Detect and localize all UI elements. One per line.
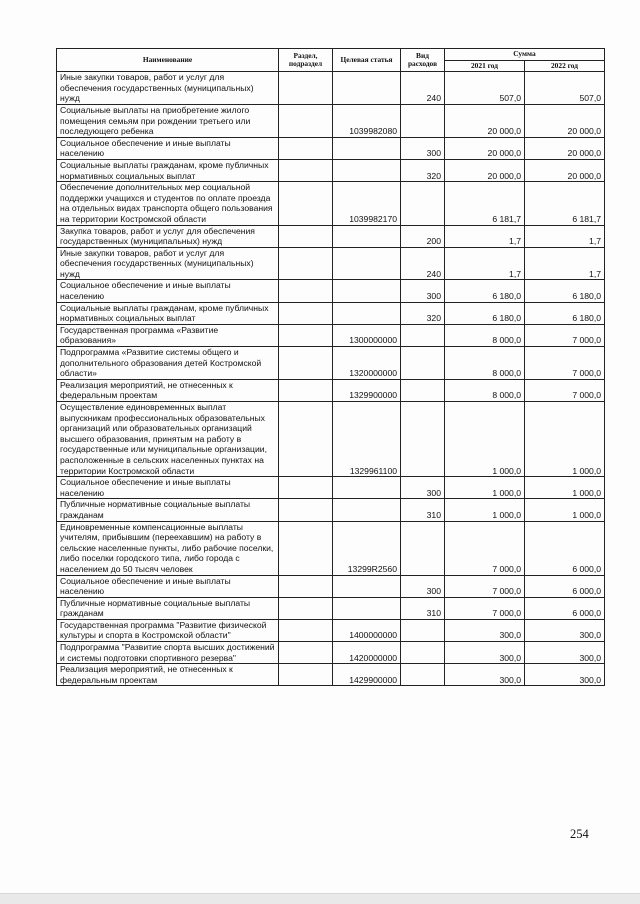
cell-name: Единовременные компенсационные выплаты учителям, прибывшим (переехавшим) на работу в сельские населенные пункты, либо рабочие поселки, либо поселки городского типа, либо города с населением до 50 тысяч человек (57, 521, 279, 575)
cell-2022: 6 000,0 (525, 521, 605, 575)
cell-2021: 1,7 (445, 247, 525, 280)
cell-target (333, 477, 401, 499)
table-row (57, 225, 605, 247)
cell-vid: 300 (401, 280, 445, 302)
cell-2021: 1,7 (445, 225, 525, 247)
cell-vid: 300 (401, 575, 445, 597)
cell-2021: 8 000,0 (445, 347, 525, 380)
cell-2022: 1 000,0 (525, 499, 605, 521)
cell-2021: 7 000,0 (445, 575, 525, 597)
cell-name: Закупка товаров, работ и услуг для обеспечения государственных (муниципальных) нужд (57, 225, 279, 247)
table-row (57, 499, 605, 521)
cell-razdel (279, 225, 333, 247)
cell-name: Государственная программа «Развитие образования» (57, 324, 279, 346)
cell-target (333, 159, 401, 181)
cell-2021: 300,0 (445, 619, 525, 641)
cell-razdel (279, 619, 333, 641)
cell-2021: 20 000,0 (445, 104, 525, 137)
cell-2022: 507,0 (525, 72, 605, 105)
cell-razdel (279, 379, 333, 401)
cell-2022: 7 000,0 (525, 324, 605, 346)
cell-vid: 240 (401, 247, 445, 280)
cell-2022: 300,0 (525, 664, 605, 686)
cell-vid (401, 664, 445, 686)
table-row (57, 247, 605, 280)
cell-2022: 20 000,0 (525, 104, 605, 137)
cell-2021: 7 000,0 (445, 597, 525, 619)
cell-target: 13299R2560 (333, 521, 401, 575)
cell-2022: 1,7 (525, 225, 605, 247)
cell-name: Социальное обеспечение и иные выплаты населению (57, 280, 279, 302)
cell-razdel (279, 72, 333, 105)
table-row (57, 104, 605, 137)
scan-bottom-edge (0, 893, 640, 904)
cell-name: Иные закупки товаров, работ и услуг для обеспечения государственных (муниципальных) нужд (57, 247, 279, 280)
cell-name: Иные закупки товаров, работ и услуг для обеспечения государственных (муниципальных) нужд (57, 72, 279, 105)
table-row (57, 575, 605, 597)
cell-vid (401, 402, 445, 477)
cell-name: Обеспечение дополнительных мер социальной поддержки учащихся и студентов по оплате проезда на отдельных видах транспорта общего пользования на территории Костромской области (57, 182, 279, 225)
cell-2021: 1 000,0 (445, 499, 525, 521)
cell-2021: 1 000,0 (445, 477, 525, 499)
cell-name: Государственная программа "Развитие физической культуры и спорта в Костромской области" (57, 619, 279, 641)
cell-vid (401, 182, 445, 225)
cell-razdel (279, 477, 333, 499)
cell-name: Социальные выплаты гражданам, кроме публичных нормативных социальных выплат (57, 159, 279, 181)
cell-target (333, 280, 401, 302)
cell-vid: 310 (401, 499, 445, 521)
table-body (57, 72, 605, 686)
cell-2021: 300,0 (445, 664, 525, 686)
cell-2022: 7 000,0 (525, 347, 605, 380)
cell-2021: 507,0 (445, 72, 525, 105)
cell-2022: 20 000,0 (525, 159, 605, 181)
cell-2021: 7 000,0 (445, 521, 525, 575)
cell-2022: 300,0 (525, 619, 605, 641)
cell-razdel (279, 521, 333, 575)
cell-2022: 300,0 (525, 642, 605, 664)
table-row (57, 402, 605, 477)
cell-vid: 320 (401, 302, 445, 324)
cell-razdel (279, 182, 333, 225)
cell-name: Социальное обеспечение и иные выплаты населению (57, 575, 279, 597)
cell-name: Осуществление единовременных выплат выпускникам профессиональных образовательных организаций или образовательных организаций высшего образования, принятым на работу в государственные или муниципальные организации, расположенные в сельских населенных пунктах на территории Костромской области (57, 402, 279, 477)
cell-name: Публичные нормативные социальные выплаты гражданам (57, 499, 279, 521)
cell-vid: 200 (401, 225, 445, 247)
table-row (57, 137, 605, 159)
cell-2021: 20 000,0 (445, 159, 525, 181)
cell-2022: 1,7 (525, 247, 605, 280)
cell-razdel (279, 247, 333, 280)
cell-target: 1329900000 (333, 379, 401, 401)
table-header (57, 49, 605, 72)
cell-2022: 1 000,0 (525, 402, 605, 477)
cell-target (333, 302, 401, 324)
cell-razdel (279, 402, 333, 477)
table-row (57, 72, 605, 105)
cell-razdel (279, 499, 333, 521)
cell-vid (401, 324, 445, 346)
cell-razdel (279, 642, 333, 664)
cell-target (333, 247, 401, 280)
cell-razdel (279, 137, 333, 159)
cell-vid: 300 (401, 477, 445, 499)
cell-name: Реализация мероприятий, не отнесенных к федеральным проектам (57, 664, 279, 686)
header-razdel: Раздел, подраздел (279, 49, 333, 72)
cell-vid (401, 379, 445, 401)
header-2021: 2021 год (445, 60, 525, 72)
cell-target: 1400000000 (333, 619, 401, 641)
cell-2022: 1 000,0 (525, 477, 605, 499)
cell-2021: 300,0 (445, 642, 525, 664)
cell-target: 1300000000 (333, 324, 401, 346)
cell-target (333, 72, 401, 105)
cell-name: Социальное обеспечение и иные выплаты населению (57, 137, 279, 159)
cell-target: 1329961100 (333, 402, 401, 477)
cell-vid: 300 (401, 137, 445, 159)
header-vid: Вид расходов (401, 49, 445, 72)
table-row (57, 302, 605, 324)
cell-2022: 6 181,7 (525, 182, 605, 225)
cell-name: Реализация мероприятий, не отнесенных к федеральным проектам (57, 379, 279, 401)
cell-2022: 6 000,0 (525, 597, 605, 619)
table-row (57, 347, 605, 380)
cell-name: Социальные выплаты на приобретение жилого помещения семьям при рождении третьего или последующего ребенка (57, 104, 279, 137)
cell-2022: 7 000,0 (525, 379, 605, 401)
cell-razdel (279, 302, 333, 324)
table-row (57, 619, 605, 641)
cell-name: Подпрограмма "Развитие спорта высших достижений и системы подготовки спортивного резерва" (57, 642, 279, 664)
cell-2021: 6 181,7 (445, 182, 525, 225)
cell-2021: 6 180,0 (445, 280, 525, 302)
cell-vid: 310 (401, 597, 445, 619)
cell-razdel (279, 159, 333, 181)
cell-name: Публичные нормативные социальные выплаты гражданам (57, 597, 279, 619)
cell-razdel (279, 280, 333, 302)
cell-vid (401, 642, 445, 664)
cell-razdel (279, 664, 333, 686)
cell-razdel (279, 324, 333, 346)
budget-table (56, 48, 605, 686)
cell-target: 1420000000 (333, 642, 401, 664)
table-row (57, 521, 605, 575)
table-row (57, 280, 605, 302)
table-row (57, 379, 605, 401)
cell-razdel (279, 597, 333, 619)
cell-target: 1039982170 (333, 182, 401, 225)
cell-target (333, 575, 401, 597)
cell-2021: 1 000,0 (445, 402, 525, 477)
cell-2022: 6 000,0 (525, 575, 605, 597)
header-sum: Сумма (445, 49, 605, 61)
cell-target (333, 597, 401, 619)
table-row (57, 182, 605, 225)
table-row (57, 159, 605, 181)
cell-2021: 8 000,0 (445, 379, 525, 401)
cell-target: 1429900000 (333, 664, 401, 686)
cell-vid (401, 347, 445, 380)
cell-vid (401, 521, 445, 575)
cell-vid (401, 104, 445, 137)
cell-2021: 20 000,0 (445, 137, 525, 159)
cell-target (333, 499, 401, 521)
cell-2022: 6 180,0 (525, 280, 605, 302)
cell-target (333, 137, 401, 159)
cell-vid: 240 (401, 72, 445, 105)
page-number: 254 (570, 827, 589, 841)
cell-name: Подпрограмма «Развитие системы общего и дополнительного образования детей Костромской области» (57, 347, 279, 380)
cell-razdel (279, 104, 333, 137)
cell-name: Социальное обеспечение и иные выплаты населению (57, 477, 279, 499)
cell-2022: 6 180,0 (525, 302, 605, 324)
header-2022: 2022 год (525, 60, 605, 72)
cell-name: Социальные выплаты гражданам, кроме публичных нормативных социальных выплат (57, 302, 279, 324)
table-row (57, 597, 605, 619)
cell-2021: 6 180,0 (445, 302, 525, 324)
cell-target (333, 225, 401, 247)
cell-target: 1039982080 (333, 104, 401, 137)
cell-2022: 20 000,0 (525, 137, 605, 159)
table-row (57, 477, 605, 499)
cell-razdel (279, 347, 333, 380)
table-row (57, 324, 605, 346)
cell-vid (401, 619, 445, 641)
cell-razdel (279, 575, 333, 597)
cell-vid: 320 (401, 159, 445, 181)
table-row (57, 642, 605, 664)
cell-target: 1320000000 (333, 347, 401, 380)
header-name: Наименование (57, 49, 279, 72)
header-target: Целевая статья (333, 49, 401, 72)
cell-2021: 8 000,0 (445, 324, 525, 346)
table-row (57, 664, 605, 686)
